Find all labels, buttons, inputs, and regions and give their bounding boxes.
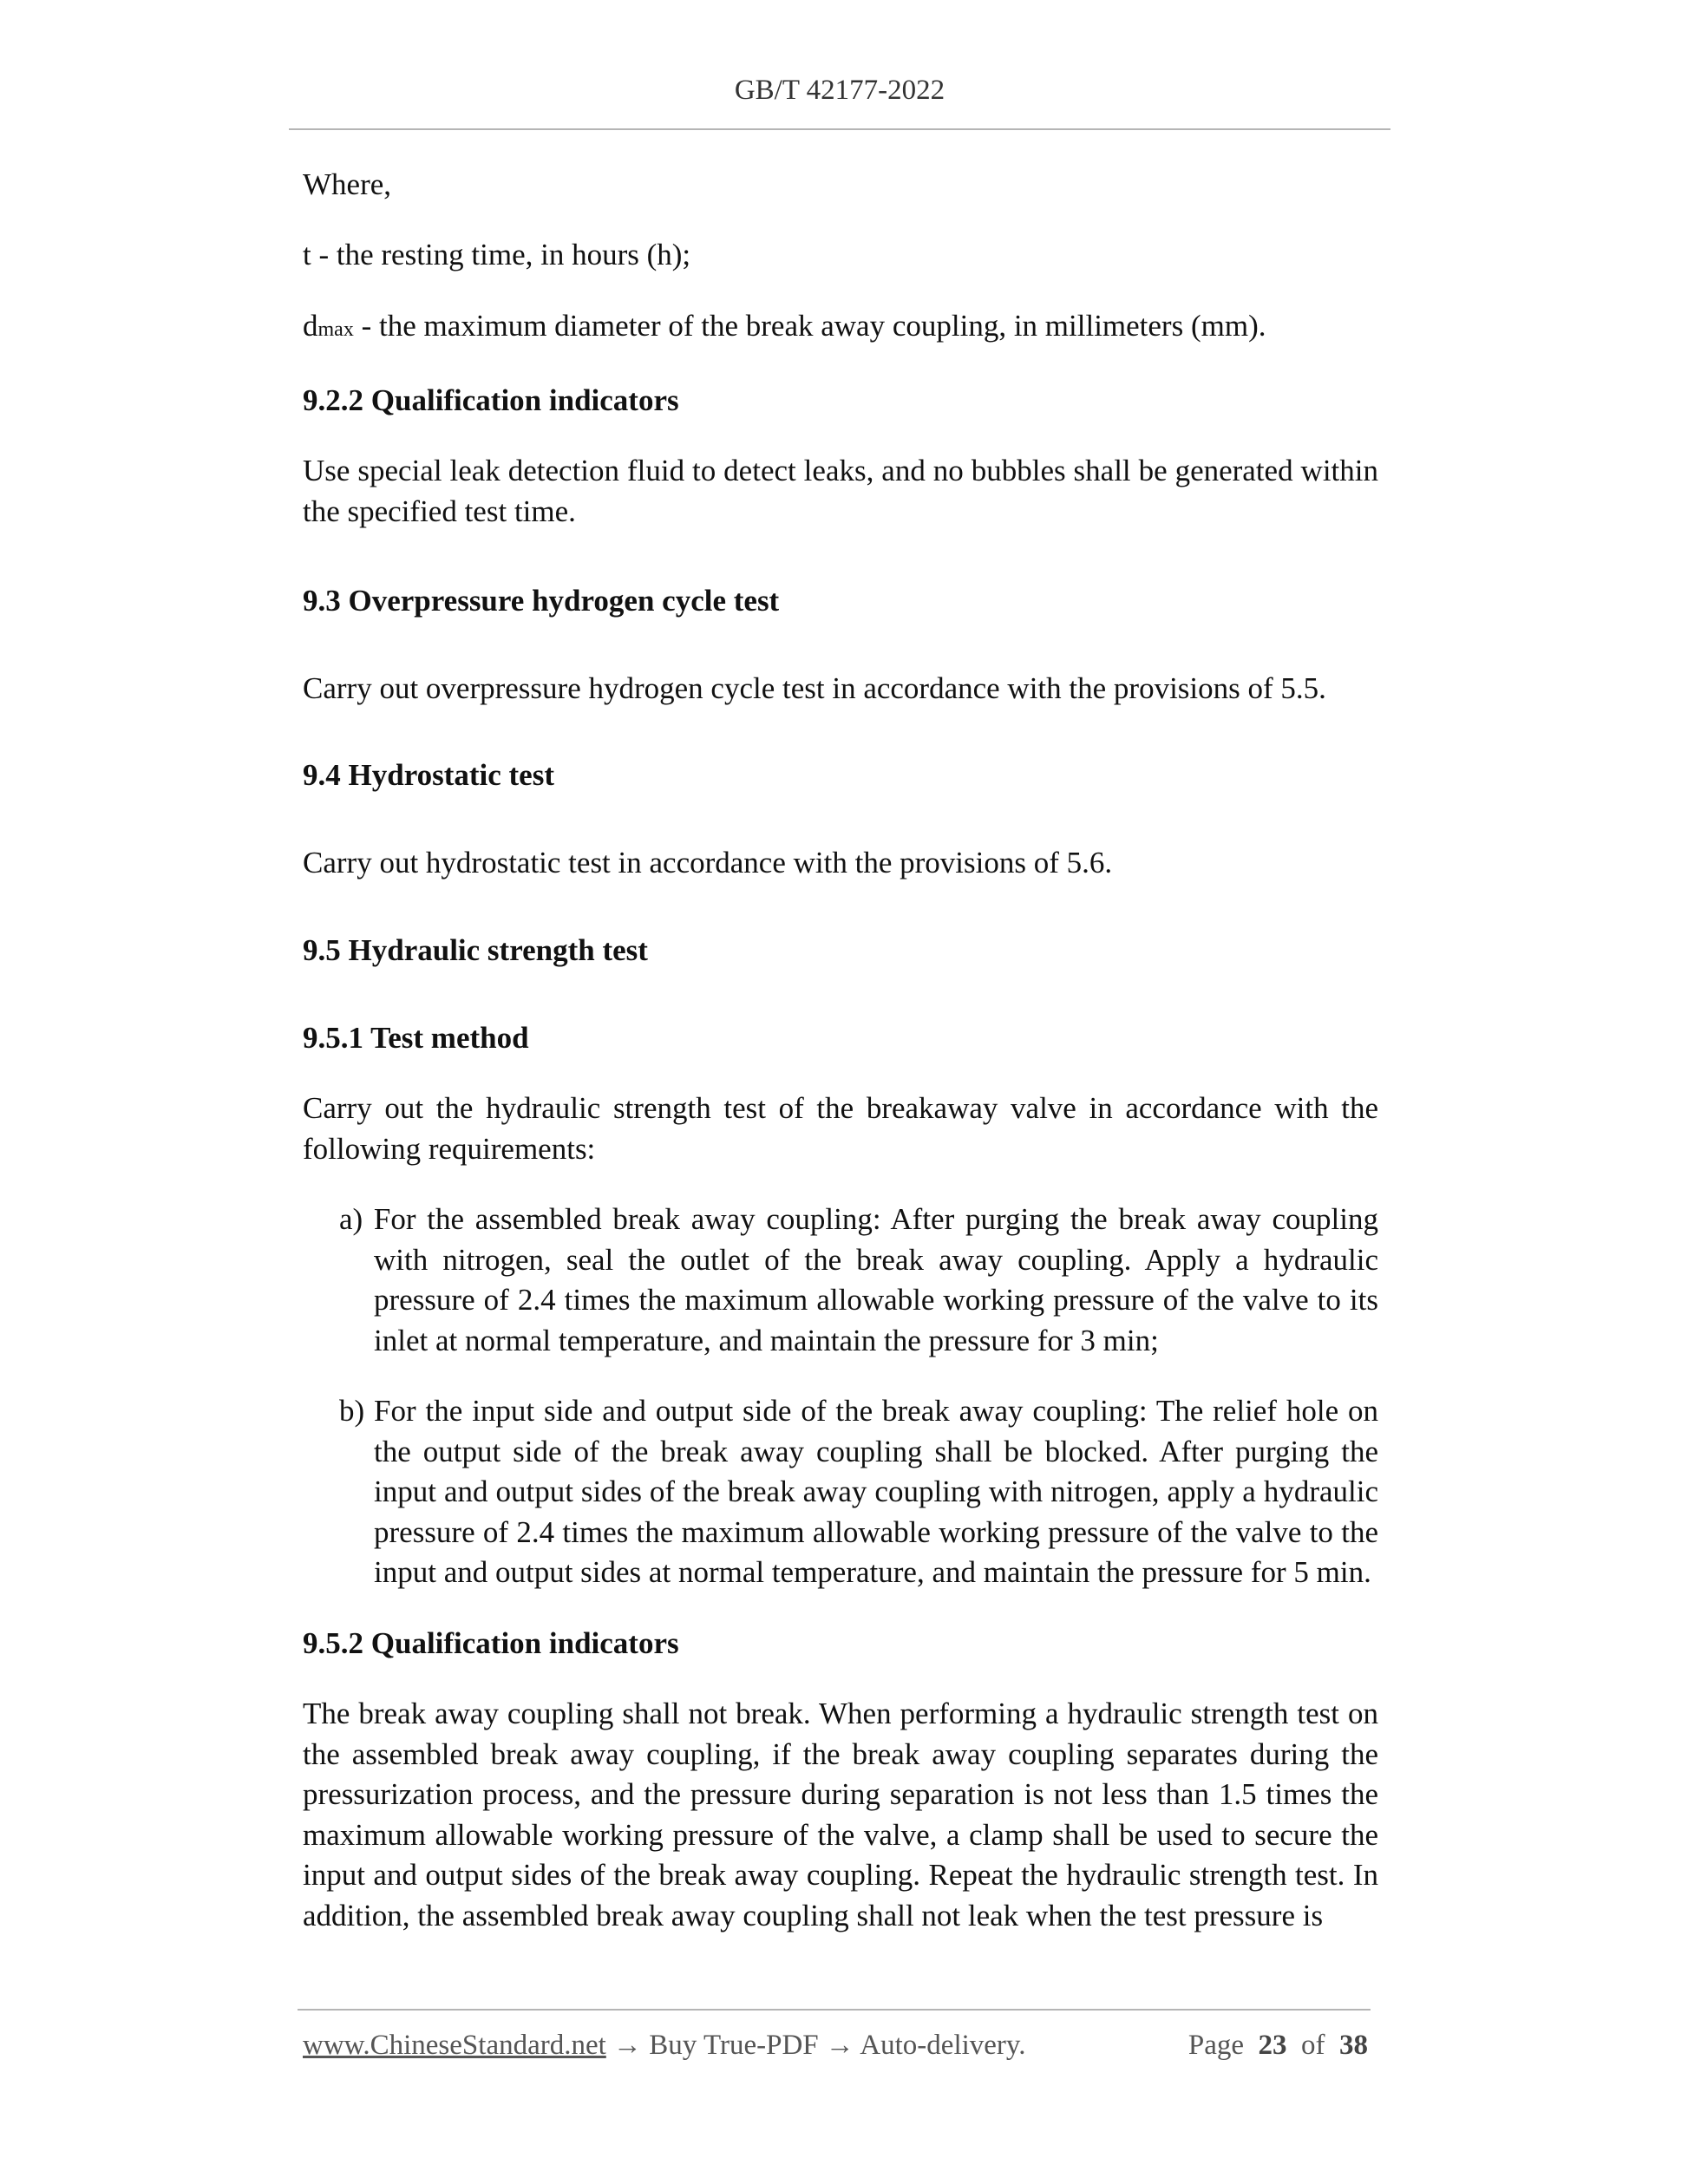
section-9-2-2-text: Use special leak detection fluid to detect leaks, and no bubbles shall be generated within the specified test time. xyxy=(303,454,1378,528)
section-9-5-2-text: The break away coupling shall not break. When performing a hydraulic strength test on the assembled break away coupling, if the break away coupling separates during the pressurization process, and the pressure during separation is not less than 1.5 times the maximum allowable working pressure of the valve, a clamp shall be used to secure the input and output sides of the break away coupling. Repeat the hydraulic strength test. In addition, the assembled break away coupling shall not leak when the test pressure is xyxy=(303,1697,1378,1932)
section-9-4-text: Carry out hydrostatic test in accordance with the provisions of 5.6. xyxy=(303,845,1113,879)
page-header-standard-code: GB/T 42177-2022 xyxy=(734,75,945,106)
site-link[interactable]: www.ChineseStandard.net xyxy=(303,2030,606,2061)
page-current: 23 xyxy=(1258,2030,1287,2061)
dmax-symbol: d xyxy=(303,309,318,343)
dmax-subscript: max xyxy=(317,318,354,341)
page-of-label: of xyxy=(1301,2030,1325,2061)
page-indicator xyxy=(1188,2030,1368,2062)
definition-dmax xyxy=(303,306,1378,350)
definition-t: t - the resting time, in hours (h); xyxy=(303,237,691,271)
footer-promo-text: → Buy True-PDF → Auto-delivery. xyxy=(605,2030,1026,2061)
section-9-4-heading: 9.4 Hydrostatic test xyxy=(303,758,554,792)
section-9-5-1-intro: Carry out the hydraulic strength test of the breakaway valve in accordance with the following requirements: xyxy=(303,1091,1378,1166)
list-item-a: a) For the assembled break away coupling: After purging the break away coupling with nitrogen, seal the outlet of the break away coupling. Apply a hydraulic pressure of 2.4 times the maximum allowable working pressure of the valve to its inlet at normal temperature, and maintain the pressure for 3 min; xyxy=(339,1202,1378,1357)
list-item-b: b) For the input side and output side of the break away coupling: The relief hole on the output side of the break away coupling shall be blocked. After purging the input and output sides of the break away coupling with nitrogen, apply a hydraulic pressure of 2.4 times the maximum allowable working pressure of the valve to the input and output sides at normal temperature, and maintain the pressure for 5 min. xyxy=(339,1394,1378,1589)
section-9-5-2-heading: 9.5.2 Qualification indicators xyxy=(303,1625,679,1660)
page-label: Page xyxy=(1187,2030,1244,2061)
dmax-definition-text: - the maximum diameter of the break away coupling, in millimeters (mm). xyxy=(353,309,1266,343)
section-9-2-2-heading: 9.2.2 Qualification indicators xyxy=(303,383,679,417)
page-total: 38 xyxy=(1339,2030,1368,2061)
section-9-3-heading: 9.3 Overpressure hydrogen cycle test xyxy=(303,584,780,618)
header-divider xyxy=(289,128,1390,130)
where-label: Where, xyxy=(303,167,392,201)
section-9-3-text: Carry out overpressure hydrogen cycle test in accordance with the provisions of 5.5. xyxy=(303,670,1326,705)
section-9-5-heading: 9.5 Hydraulic strength test xyxy=(303,933,648,967)
footer-promo xyxy=(303,2030,1026,2062)
footer-divider xyxy=(298,2009,1371,2011)
section-9-5-1-heading: 9.5.1 Test method xyxy=(303,1020,529,1055)
document-body xyxy=(303,165,1378,1936)
